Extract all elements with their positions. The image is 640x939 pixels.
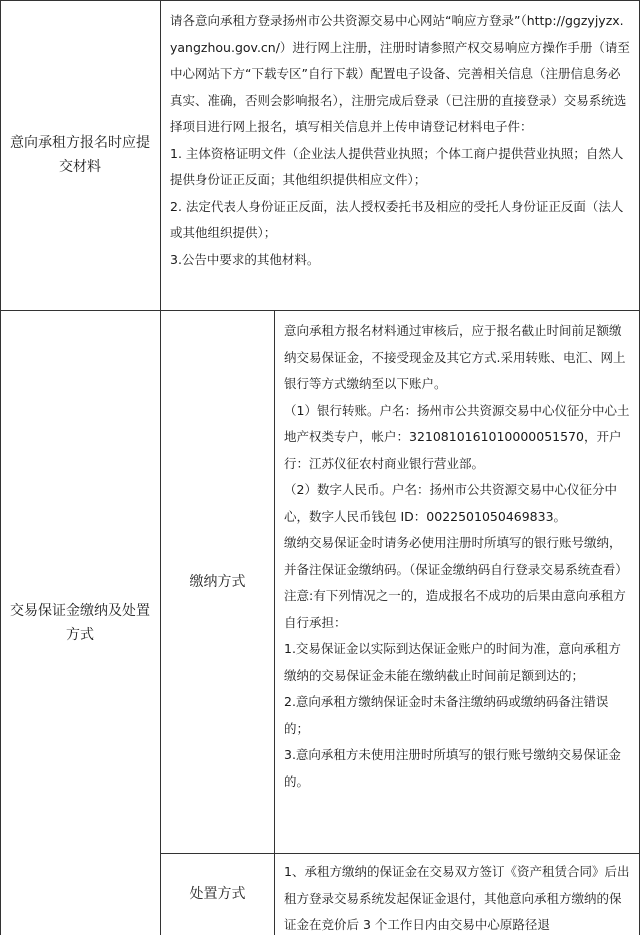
- materials-item-1: 1. 主体资格证明文件（企业法人提供营业执照；个体工商户提供营业执照；自然人提供身份证正反面；其他组织提供相应文件）；: [170, 145, 624, 187]
- payment-content: [284, 318, 632, 795]
- materials-item-2: 2. 法定代表人身份证正反面，法人授权委托书及相应的受托人身份证正反面（法人或其他组织提供）；: [170, 198, 624, 240]
- payment-para: 意向承租方报名材料通过审核后，应于报名截止时间前足额缴纳交易保证金，不接受现金及其它方式.采用转账、电汇、网上银行等方式缴纳至以下账户。: [284, 323, 626, 391]
- payment-para: （1）银行转账。户名：扬州市公共资源交易中心仪征分中心土地产权类专户，帐户：3210810161010000051570，开户行：江苏仪征农村商业银行营业部。: [284, 402, 630, 471]
- row-label-materials: [10, 0, 150, 310]
- subrow-label-text: 处置方式: [189, 886, 246, 902]
- subcolumn-divider: [274, 310, 275, 935]
- materials-intro: 请各意向承租方登录扬州市公共资源交易中心网站“响应方登录”（http://ggzyjyzx.yangzhou.gov.cn/）进行网上注册，注册时请参照产权交易响应方操作手册（请至中心网站下方“下载专区”自行下载）配置电子设备、完善相关信息（注册信息务必真实、准确，否则会影响报名），注册完成后登录（已注册的直接登录）交易系统选择项目进行网上报名，填写相关信息并上传申请登记材料电子件：: [170, 13, 630, 134]
- payment-para: （2）数字人民币。户名：扬州市公共资源交易中心仪征分中心，数字人民币钱包 ID：0022501050469833。: [284, 482, 617, 524]
- subrow-label-payment: [161, 310, 274, 853]
- table-border-left: [0, 0, 1, 935]
- materials-item-3: 3.公告中要求的其他材料。: [170, 251, 320, 267]
- payment-para: 1.交易保证金以实际到达保证金账户的时间为准，意向承租方缴纳的交易保证金未能在缴纳截止时间前足额到达的；: [284, 641, 621, 683]
- disposal-para: 1、承租方缴纳的保证金在交易双方签订《资产租赁合同》后出租方登录交易系统发起保证金退付，其他意向承租方缴纳的保证金在竞价后 3 个工作日内由交易中心原路径退: [284, 864, 630, 932]
- row-label-text: 交易保证金缴纳及处置方式: [10, 602, 150, 643]
- payment-para: 2.意向承租方缴纳保证金时未备注缴纳码或缴纳码备注错误的；: [284, 694, 609, 736]
- subrow-label-text: 缴纳方式: [189, 573, 246, 590]
- row-label-deposit: [10, 310, 150, 935]
- payment-para: 3.意向承租方未使用注册时所填写的银行账号缴纳交易保证金的。: [284, 747, 621, 789]
- materials-content: [170, 8, 630, 273]
- row-label-text: 意向承租方报名时应提交材料: [10, 135, 150, 175]
- subrow-label-disposal: [161, 853, 274, 935]
- payment-para: 注意:有下列情况之一的，造成报名不成功的后果由意向承租方自行承担：: [284, 588, 626, 630]
- disposal-content: [284, 859, 632, 939]
- payment-para: 缴纳交易保证金时请务必使用注册时所填写的银行账号缴纳，并备注保证金缴纳码。（保证金缴纳码自行登录交易系统查看）: [284, 535, 628, 577]
